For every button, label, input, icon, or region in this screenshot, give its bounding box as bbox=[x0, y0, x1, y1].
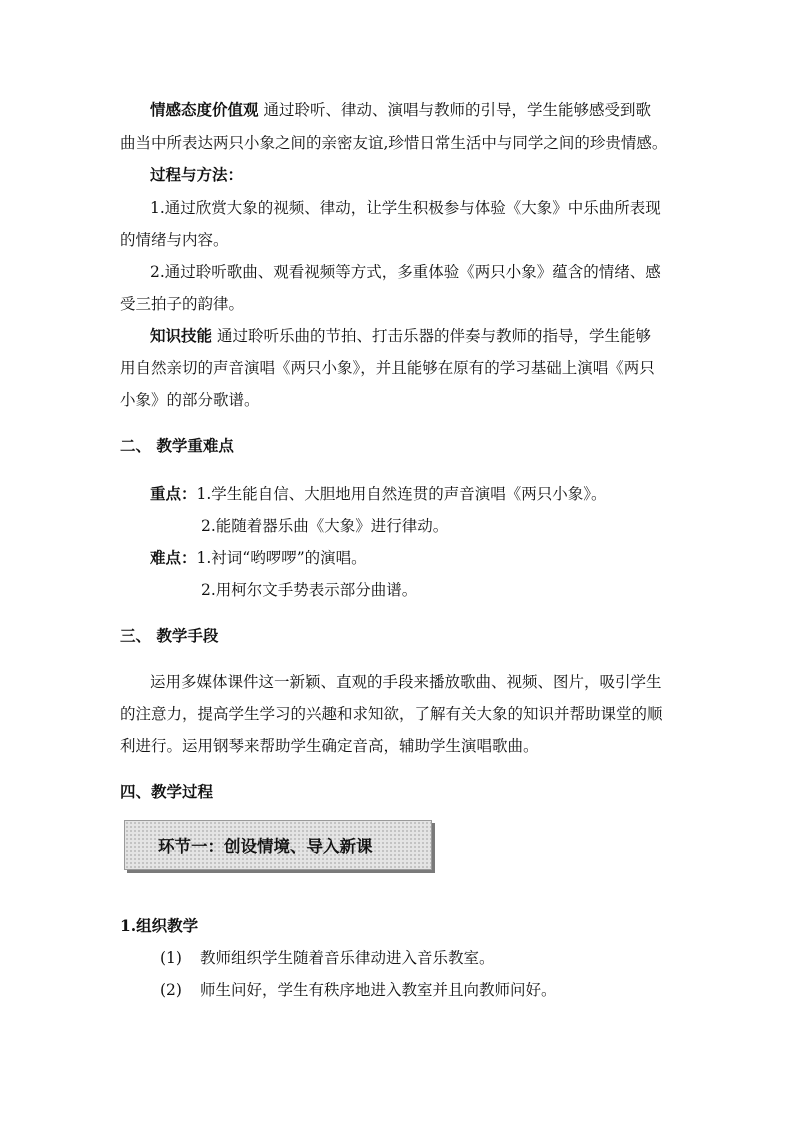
knowledge-paragraph-line2: 用自然亲切的声音演唱《两只小象》，并且能够在原有的学习基础上演唱《两只 bbox=[120, 359, 655, 377]
section-heading-key-points: 二、 教学重难点 bbox=[120, 436, 234, 455]
sub-heading-organize: 1.组织教学 bbox=[120, 916, 199, 935]
key-point-1: 1.学生能自信、大胆地用自然连贯的声音演唱《两只小象》。 bbox=[196, 485, 607, 503]
means-line1: 运用多媒体课件这一新颖、直观的手段来播放歌曲、视频、图片，吸引学生 bbox=[150, 673, 662, 691]
knowledge-text-1: 通过聆听乐曲的节拍、打击乐器的伴奏与教师的指导，学生能够 bbox=[216, 327, 651, 345]
knowledge-label: 知识技能 bbox=[150, 326, 213, 345]
list-item-text: 教师组织学生随着音乐律动进入音乐教室。 bbox=[200, 949, 495, 967]
knowledge-paragraph-line3: 小象》的部分歌谱。 bbox=[120, 391, 260, 409]
key-point-line1 bbox=[150, 482, 680, 506]
emotion-paragraph-line1 bbox=[150, 98, 680, 122]
stage-one-box bbox=[124, 820, 432, 870]
process-label: 过程与方法： bbox=[150, 165, 244, 184]
section-heading-teaching-means: 三、 教学手段 bbox=[120, 626, 219, 645]
difficulty-line2: 2.用柯尔文手势表示部分曲谱。 bbox=[201, 581, 418, 599]
emotion-label: 情感态度价值观 bbox=[150, 100, 259, 119]
process-item-2-line1: 2.通过聆听歌曲、观看视频等方式，多重体验《两只小象》蕴含的情绪、感 bbox=[150, 263, 661, 281]
process-item-2-line2: 受三拍子的韵律。 bbox=[120, 295, 245, 313]
knowledge-paragraph-line1 bbox=[150, 324, 680, 348]
difficulty-line1 bbox=[150, 546, 680, 570]
emotion-paragraph-line2: 曲当中所表达两只小象之间的亲密友谊,珍惜日常生活中与同学之间的珍贵情感。 bbox=[120, 134, 668, 152]
list-item bbox=[160, 946, 495, 970]
emotion-text-1: 通过聆听、律动、演唱与教师的引导，学生能够感受到歌 bbox=[263, 101, 651, 119]
list-item-number: (1) bbox=[160, 949, 182, 967]
difficulty-point-1: 1.衬词“哟啰啰”的演唱。 bbox=[196, 549, 367, 567]
difficulty-label: 难点： bbox=[150, 548, 197, 567]
process-item-1-line1: 1.通过欣赏大象的视频、律动，让学生积极参与体验《大象》中乐曲所表现 bbox=[150, 199, 661, 217]
means-line3: 利进行。运用钢琴来帮助学生确定音高，辅助学生演唱歌曲。 bbox=[120, 737, 539, 755]
list-item-number: (2) bbox=[160, 981, 182, 999]
key-label: 重点： bbox=[150, 484, 197, 503]
section-heading-teaching-process: 四、教学过程 bbox=[120, 782, 214, 801]
list-item-text: 师生问好，学生有秩序地进入教室并且向教师问好。 bbox=[200, 981, 557, 999]
key-point-line2: 2.能随着器乐曲《大象》进行律动。 bbox=[201, 517, 449, 535]
means-line2: 的注意力，提高学生学习的兴趣和求知欲，了解有关大象的知识并帮助课堂的顺 bbox=[120, 705, 663, 723]
process-item-1-line2: 的情绪与内容。 bbox=[120, 231, 229, 249]
list-item bbox=[160, 978, 557, 1002]
stage-one-title: 环节一：创设情境、导入新课 bbox=[158, 837, 373, 856]
